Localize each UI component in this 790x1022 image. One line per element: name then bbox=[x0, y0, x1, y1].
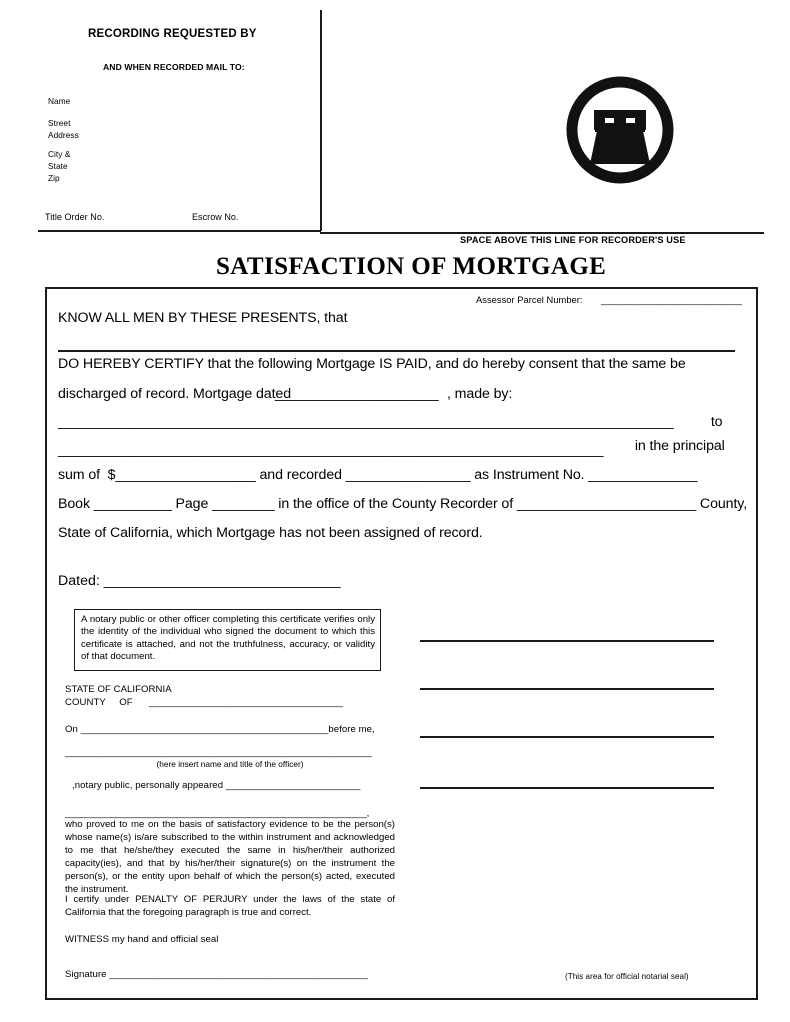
made-by-to-label: to bbox=[707, 414, 723, 430]
header-vertical-divider bbox=[320, 10, 322, 231]
signature-rule-4[interactable] bbox=[420, 787, 714, 789]
mail-field-city: City & bbox=[48, 149, 71, 159]
state-of-california-label: STATE OF CALIFORNIA bbox=[65, 684, 172, 695]
mortgage-dated-blank[interactable]: _____________________ bbox=[275, 386, 439, 402]
and-when-recorded-mail-to-label: AND WHEN RECORDED MAIL TO: bbox=[103, 62, 245, 72]
mail-field-state: State bbox=[48, 161, 68, 171]
notary-disclosure-text: A notary public or other officer completing this certificate verifies only the identity of the individual who signed the document to which this certificate is attached, and not the truthfulness, accuracy, or validity of that document. bbox=[81, 614, 375, 663]
certify-line-2-suffix: , made by: bbox=[447, 386, 513, 402]
county-of-field[interactable]: COUNTY OF ____________________________________ bbox=[65, 697, 343, 708]
on-date-before-me-field[interactable]: On ______________________________________________before me, bbox=[65, 724, 375, 735]
mail-field-name: Name bbox=[48, 96, 71, 106]
book-page-county-line[interactable]: Book __________ Page ________ in the office of the County Recorder of _______________________ County, bbox=[58, 496, 748, 512]
state-of-california-assignment-line: State of California, which Mortgage has not been assigned of record. bbox=[58, 525, 483, 541]
space-above-line-note: SPACE ABOVE THIS LINE FOR RECORDER'S USE bbox=[460, 235, 686, 245]
castle-rook-in-circle-icon bbox=[562, 72, 678, 193]
certify-line-2-prefix: discharged of record. Mortgage dated bbox=[58, 386, 295, 402]
mail-field-address: Address bbox=[48, 130, 79, 140]
recording-requested-by-title: RECORDING REQUESTED BY bbox=[88, 28, 257, 40]
in-the-principal-label: in the principal bbox=[631, 438, 725, 454]
notary-disclosure-box bbox=[74, 609, 381, 671]
witness-line: WITNESS my hand and official seal bbox=[65, 934, 219, 945]
dated-field[interactable]: Dated: ______________________________ bbox=[58, 573, 341, 589]
principal-blank-line[interactable]: ______________________________________________________________________ bbox=[58, 442, 604, 458]
blank-rule-1[interactable] bbox=[58, 350, 735, 352]
page-title: SATISFACTION OF MORTGAGE bbox=[216, 253, 607, 280]
notary-personally-appeared-field[interactable]: ,notary public, personally appeared _________________________ bbox=[72, 780, 361, 791]
signature-rule-1[interactable] bbox=[420, 640, 714, 642]
mail-block-bottom-rule bbox=[38, 230, 321, 232]
title-order-no-label: Title Order No. bbox=[45, 212, 105, 222]
notarial-seal-area-note: (This area for official notarial seal) bbox=[565, 972, 689, 981]
appeared-name-rule[interactable]: ________________________________________________________, bbox=[65, 808, 370, 819]
made-by-blank-line[interactable]: _______________________________________________________________________________ bbox=[58, 414, 674, 430]
mail-field-zip: Zip bbox=[48, 173, 60, 183]
sum-recorded-instrument-line[interactable]: sum of $__________________ and recorded ________________ as Instrument No. ______________ bbox=[58, 467, 698, 483]
officer-name-rule[interactable]: _________________________________________________________ bbox=[65, 747, 372, 758]
certify-line-1: DO HEREBY CERTIFY that the following Mortgage IS PAID, and do hereby consent that the same be bbox=[58, 356, 686, 372]
escrow-no-label: Escrow No. bbox=[192, 212, 239, 222]
assessor-parcel-number-label: Assessor Parcel Number: bbox=[476, 295, 583, 305]
proved-to-me-paragraph: who proved to me on the basis of satisfactory evidence to be the person(s) whose name(s) is/are subscribed to the within instrument and acknowledged to me that he/she/they executed the same in his/her/their authorized capacity(ies), and that by his/her/their signature(s) on the instrument the person(s), or the entity upon behalf of which the person(s) acted, executed the instrument. bbox=[65, 819, 395, 895]
penalty-of-perjury-paragraph: I certify under PENALTY OF PERJURY under the laws of the state of California that the foregoing paragraph is true and correct. bbox=[65, 894, 395, 918]
signature-rule-2[interactable] bbox=[420, 688, 714, 690]
know-all-men-line: KNOW ALL MEN BY THESE PRESENTS, that bbox=[58, 310, 348, 326]
assessor-parcel-number-blank[interactable]: ___________________________ bbox=[601, 295, 742, 305]
notary-signature-field[interactable]: Signature ________________________________________________ bbox=[65, 969, 368, 980]
officer-caption: (here insert name and title of the officer) bbox=[156, 759, 304, 769]
signature-rule-3[interactable] bbox=[420, 736, 714, 738]
main-content-box bbox=[45, 287, 758, 1000]
recorder-space-bottom-rule bbox=[320, 232, 764, 234]
mail-field-street: Street bbox=[48, 118, 71, 128]
